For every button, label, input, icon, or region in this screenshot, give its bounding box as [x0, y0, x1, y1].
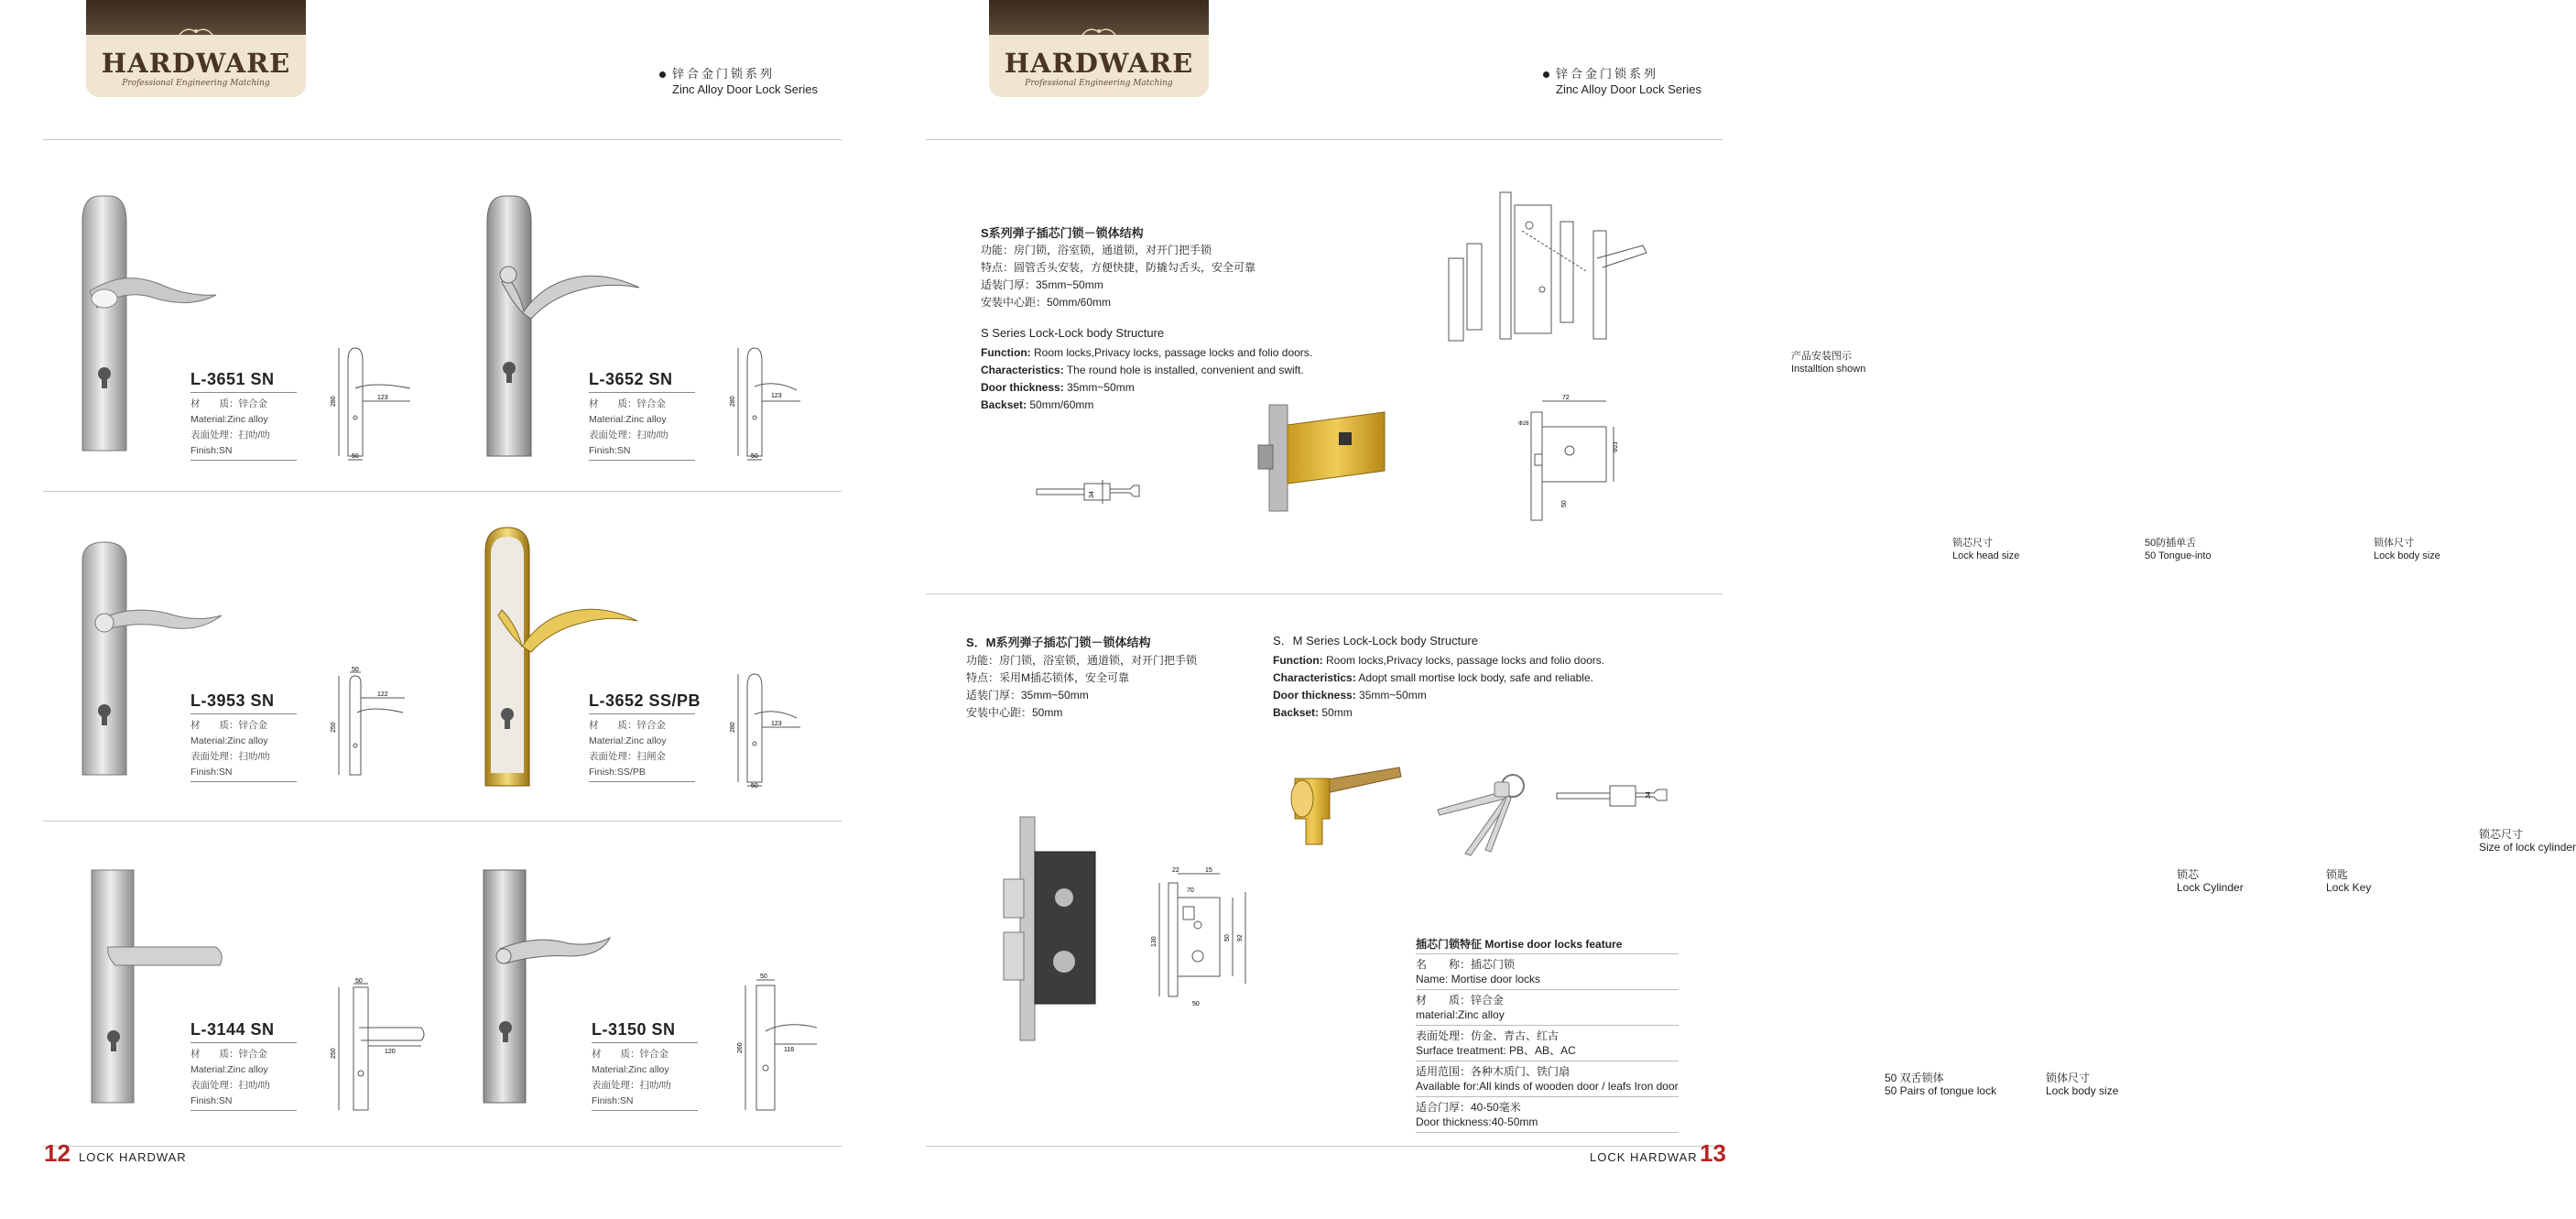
- label: Door thickness:: [981, 381, 1064, 394]
- dim-height: 250: [331, 722, 337, 733]
- sm-series-title-en: S．M Series Lock-Lock body Structure: [1273, 634, 1478, 648]
- mortise-body-drawing: [1150, 865, 1260, 1011]
- cylinder-size-caption: [2479, 828, 2576, 854]
- feature-cn: 材 质：锌合金: [1416, 994, 1505, 1007]
- cn-line: 功能：房门锁，浴室锁，通道锁，对开门把手锁: [966, 654, 1198, 667]
- header-divider: [43, 139, 842, 140]
- value: 50mm/60mm: [1027, 398, 1094, 411]
- footer-divider: [43, 1146, 842, 1147]
- product-l3150: [592, 1019, 698, 1111]
- dimension-drawing-l3953: [326, 669, 418, 778]
- dimension-drawing-l3150: [725, 969, 826, 1116]
- material-cn: 材 质：锌合金: [190, 720, 267, 731]
- dim-b1: 72: [1562, 395, 1570, 401]
- header-divider: [926, 139, 1723, 140]
- finish-en: Finish:SN: [589, 445, 631, 456]
- caption-cn: 锁芯尺寸: [2479, 828, 2524, 841]
- finish-cn: 表面处理：扫叻/叻: [190, 1080, 270, 1091]
- lock-cylinder-image: [1286, 766, 1405, 848]
- caption-cn: 锁体尺寸: [2046, 1072, 2091, 1084]
- finish-cn: 表面处理：扫叻/叻: [190, 751, 270, 762]
- caption-en: Lock head size: [1952, 550, 2020, 561]
- product-code: L-3150 SN: [592, 1020, 676, 1039]
- features-title-en: Mortise door locks feature: [1484, 938, 1623, 951]
- cn-line: 安装中心距：50mm: [966, 706, 1063, 719]
- product-code: L-3651 SN: [190, 370, 275, 388]
- s-series-title-cn: S系列弹子插芯门锁－锁体结构: [981, 226, 1144, 240]
- dim-f: 130: [1151, 936, 1158, 947]
- feature-cn: 表面处理：仿金、青古、红古: [1416, 1029, 1560, 1042]
- feature-en: Name: Mortise door locks: [1416, 973, 1541, 985]
- material-cn: 材 质：锌合金: [589, 398, 666, 409]
- cn-line: 特点：采用M插芯锁体，安全可靠: [966, 671, 1129, 684]
- dimension-drawing-l3652: [729, 344, 821, 462]
- dimension-drawing-l3652-sspb: [729, 670, 821, 789]
- product-code: L-3652 SN: [589, 370, 673, 388]
- caption-cn: 锁芯尺寸: [1952, 538, 1993, 549]
- lock-key-image: [1429, 769, 1529, 861]
- dim-a: 22: [1172, 867, 1179, 874]
- pairs-caption: [1885, 1072, 1996, 1097]
- dim-base: 50: [355, 978, 363, 985]
- dim-base: 50: [352, 667, 359, 673]
- series-cn: 锌合金门锁系列: [672, 67, 776, 81]
- lock-body-drawing: [1515, 394, 1621, 531]
- dim-width: 116: [784, 1047, 795, 1053]
- s-series-cn-lines: [981, 242, 1255, 311]
- caption-en: Lock Cylinder: [2177, 881, 2244, 894]
- dim-base: 50: [751, 783, 758, 789]
- product-l3652-sspb: [589, 691, 701, 782]
- dim-b3: Φ23: [1614, 441, 1619, 452]
- label: Function:: [1273, 654, 1323, 667]
- caption-cn: 锁体尺寸: [2374, 538, 2414, 549]
- material-en: Material:Zinc alloy: [592, 1064, 669, 1075]
- label: Characteristics:: [981, 364, 1064, 376]
- material-en: Material:Zinc alloy: [589, 414, 667, 425]
- installation-diagram: [1440, 180, 1659, 359]
- feature-en: material:Zinc alloy: [1416, 1008, 1505, 1021]
- feature-en: Door thickness:40-50mm: [1416, 1116, 1538, 1128]
- cn-line: 安装中心距：50mm/60mm: [981, 296, 1112, 309]
- dim-base: 50: [751, 453, 758, 460]
- dim-d: 50: [1224, 934, 1231, 941]
- finish-cn: 表面处理：扫叻/叻: [592, 1080, 671, 1091]
- product-code: L-3652 SS/PB: [589, 691, 701, 710]
- series-en: Zinc Alloy Door Lock Series: [672, 82, 818, 96]
- dim-height: 250: [331, 1048, 337, 1059]
- product-l3652: [589, 369, 695, 461]
- material-cn: 材 质：锌合金: [589, 720, 666, 731]
- feature-cn: 适用范围：各种木质门、铁门扇: [1416, 1065, 1571, 1078]
- cn-line: 适装门厚：35mm~50mm: [966, 689, 1089, 702]
- dim-c: 70: [1187, 887, 1194, 894]
- footer-divider: [926, 1146, 1723, 1147]
- bullet-icon: [1543, 71, 1549, 78]
- mortise-features: [1416, 938, 1679, 1137]
- series-heading: [672, 66, 818, 97]
- bullet-icon: [659, 71, 666, 78]
- footer-label: LOCK HARDWAR: [79, 1150, 187, 1164]
- caption-en: 50 Tongue-into: [2145, 550, 2212, 561]
- tongue-caption: [2145, 537, 2212, 562]
- dimension-drawing-l3144: [321, 978, 430, 1116]
- caption-cn: 50防插单舌: [2145, 538, 2197, 549]
- value: 35mm~50mm: [1063, 381, 1135, 394]
- ornament-icon: [178, 24, 214, 38]
- sm-series-en-lines: [1273, 652, 1604, 722]
- material-cn: 材 质：锌合金: [190, 1049, 267, 1060]
- install-caption: [1791, 350, 1865, 375]
- s-series-title-en: S Series Lock-Lock body Structure: [981, 326, 1165, 340]
- mortise-lock-image: [991, 815, 1101, 1044]
- product-l3953: [190, 691, 297, 782]
- sm-series-cn-lines: [966, 652, 1197, 722]
- finish-cn: 表面处理：扫闸金: [589, 751, 666, 762]
- page-number: 12: [44, 1139, 71, 1167]
- dim-width: 123: [771, 393, 782, 399]
- value: Adopt small mortise lock body, safe and reliable.: [1355, 671, 1593, 684]
- product-l3651: [190, 369, 297, 461]
- dim-base: 50: [760, 974, 767, 980]
- footer-label: LOCK HARDWAR: [1590, 1150, 1698, 1164]
- finish-en: Finish:SN: [592, 1095, 634, 1106]
- lock-head-drawing: [1035, 476, 1154, 513]
- finish-en: Finish:SS/PB: [589, 767, 646, 778]
- finish-en: Finish:SN: [190, 767, 233, 778]
- label: Characteristics:: [1273, 671, 1356, 684]
- material-en: Material:Zinc alloy: [589, 735, 667, 746]
- cn-line: 特点：圆管舌头安装，方便快捷，防撬勾舌头，安全可靠: [981, 261, 1256, 274]
- caption-en: Lock body size: [2374, 550, 2440, 561]
- finish-en: Finish:SN: [190, 445, 233, 456]
- left-page: [0, 0, 879, 1219]
- caption-en: 50 Pairs of tongue lock: [1885, 1084, 1997, 1097]
- material-en: Material:Zinc alloy: [190, 414, 268, 425]
- dimension-drawing-l3651: [330, 344, 421, 462]
- label: Backset:: [1273, 706, 1320, 719]
- logo-title: HARDWARE: [1004, 48, 1194, 79]
- mortise-body-caption: [2046, 1072, 2118, 1097]
- row-divider: [43, 821, 842, 822]
- hardware-logo: [989, 0, 1209, 97]
- section-divider: [926, 593, 1723, 594]
- material-en: Material:Zinc alloy: [190, 735, 268, 746]
- dim-b: 15: [1205, 867, 1212, 874]
- value: Room locks,Privacy locks, passage locks and folio doors.: [1030, 346, 1313, 359]
- cn-line: 功能：房门锁，浴室锁，通道锁，对开门把手锁: [981, 244, 1212, 256]
- finish-en: Finish:SN: [190, 1095, 233, 1106]
- feature-en: Available for:All kinds of wooden door / leafs Iron door: [1416, 1080, 1679, 1093]
- sm-series-title-cn: S．M系列弹子插芯门锁－锁体结构: [966, 636, 1151, 649]
- series-en: Zinc Alloy Door Lock Series: [1556, 82, 1701, 96]
- logo-subtitle: Professional Engineering Matching: [122, 79, 270, 88]
- logo-subtitle: Professional Engineering Matching: [1025, 79, 1173, 88]
- key-caption: [2326, 868, 2371, 894]
- caption-cn: 产品安装图示: [1791, 351, 1852, 362]
- value: 50mm: [1319, 706, 1353, 719]
- dim-width: 122: [377, 691, 388, 698]
- dim-height: 260: [737, 1042, 744, 1053]
- series-heading: [1556, 66, 1701, 97]
- caption-cn: 锁匙: [2326, 868, 2349, 881]
- product-l3144: [190, 1019, 297, 1111]
- series-cn: 锌合金门锁系列: [1556, 67, 1659, 81]
- label: Function:: [981, 346, 1031, 359]
- dim-b2: Φ28: [1518, 421, 1529, 427]
- product-code: L-3953 SN: [190, 691, 275, 710]
- cylinder-size-drawing: [1555, 780, 1674, 817]
- cn-line: 适装门厚：35mm~50mm: [981, 278, 1103, 291]
- label: Door thickness:: [1273, 689, 1356, 702]
- caption-en: Size of lock cylinder: [2479, 841, 2576, 854]
- logo-title: HARDWARE: [101, 48, 291, 79]
- page-number: 13: [1700, 1139, 1726, 1167]
- material-cn: 材 质：锌合金: [592, 1049, 668, 1060]
- value: The round hole is installed, convenient and swift.: [1063, 364, 1304, 376]
- caption-en: Installtion shown: [1791, 364, 1866, 375]
- features-title-cn: 插芯门锁特征: [1416, 938, 1483, 951]
- tongue-latch-image: [1256, 403, 1394, 513]
- dim-width: 123: [771, 721, 782, 727]
- feature-cn: 名 称：插芯门锁: [1416, 958, 1516, 971]
- dim-width: 123: [377, 395, 388, 401]
- value: Room locks,Privacy locks, passage locks and folio doors.: [1322, 654, 1605, 667]
- finish-cn: 表面处理：扫叻/叻: [589, 430, 668, 441]
- cylinder-caption: [2177, 868, 2244, 894]
- lock-head-caption: [1952, 537, 2019, 562]
- value: 35mm~50mm: [1355, 689, 1427, 702]
- label: Backset:: [981, 398, 1027, 411]
- material-cn: 材 质：锌合金: [190, 398, 267, 409]
- ornament-icon: [1081, 24, 1117, 38]
- product-code: L-3144 SN: [190, 1020, 275, 1039]
- dim-base: 50: [352, 453, 359, 460]
- feature-en: Surface treatment: PB、AB、AC: [1416, 1044, 1576, 1057]
- finish-cn: 表面处理：扫叻/叻: [190, 430, 270, 441]
- dim-height: 280: [730, 396, 736, 407]
- dim-width: 120: [385, 1049, 396, 1055]
- material-en: Material:Zinc alloy: [190, 1064, 268, 1075]
- caption-en: Lock Key: [2326, 881, 2372, 894]
- dim-e: 92: [1237, 934, 1244, 941]
- row-divider: [43, 491, 842, 492]
- right-page: [879, 0, 2576, 1219]
- dim-g: 50: [1192, 1001, 1200, 1007]
- dim-head: 34: [1089, 491, 1095, 498]
- hardware-logo: [86, 0, 306, 97]
- caption-cn: 锁芯: [2177, 868, 2200, 881]
- dim-height: 280: [331, 396, 337, 407]
- caption-cn: 50 双舌锁体: [1885, 1072, 1944, 1084]
- dim-cyl: 34: [1646, 791, 1652, 799]
- dim-height: 280: [730, 722, 736, 733]
- lock-body-caption: [2374, 537, 2440, 562]
- feature-cn: 适合门厚：40-50毫米: [1416, 1101, 1521, 1114]
- caption-en: Lock body size: [2046, 1084, 2119, 1097]
- dim-b4: 50: [1561, 500, 1568, 507]
